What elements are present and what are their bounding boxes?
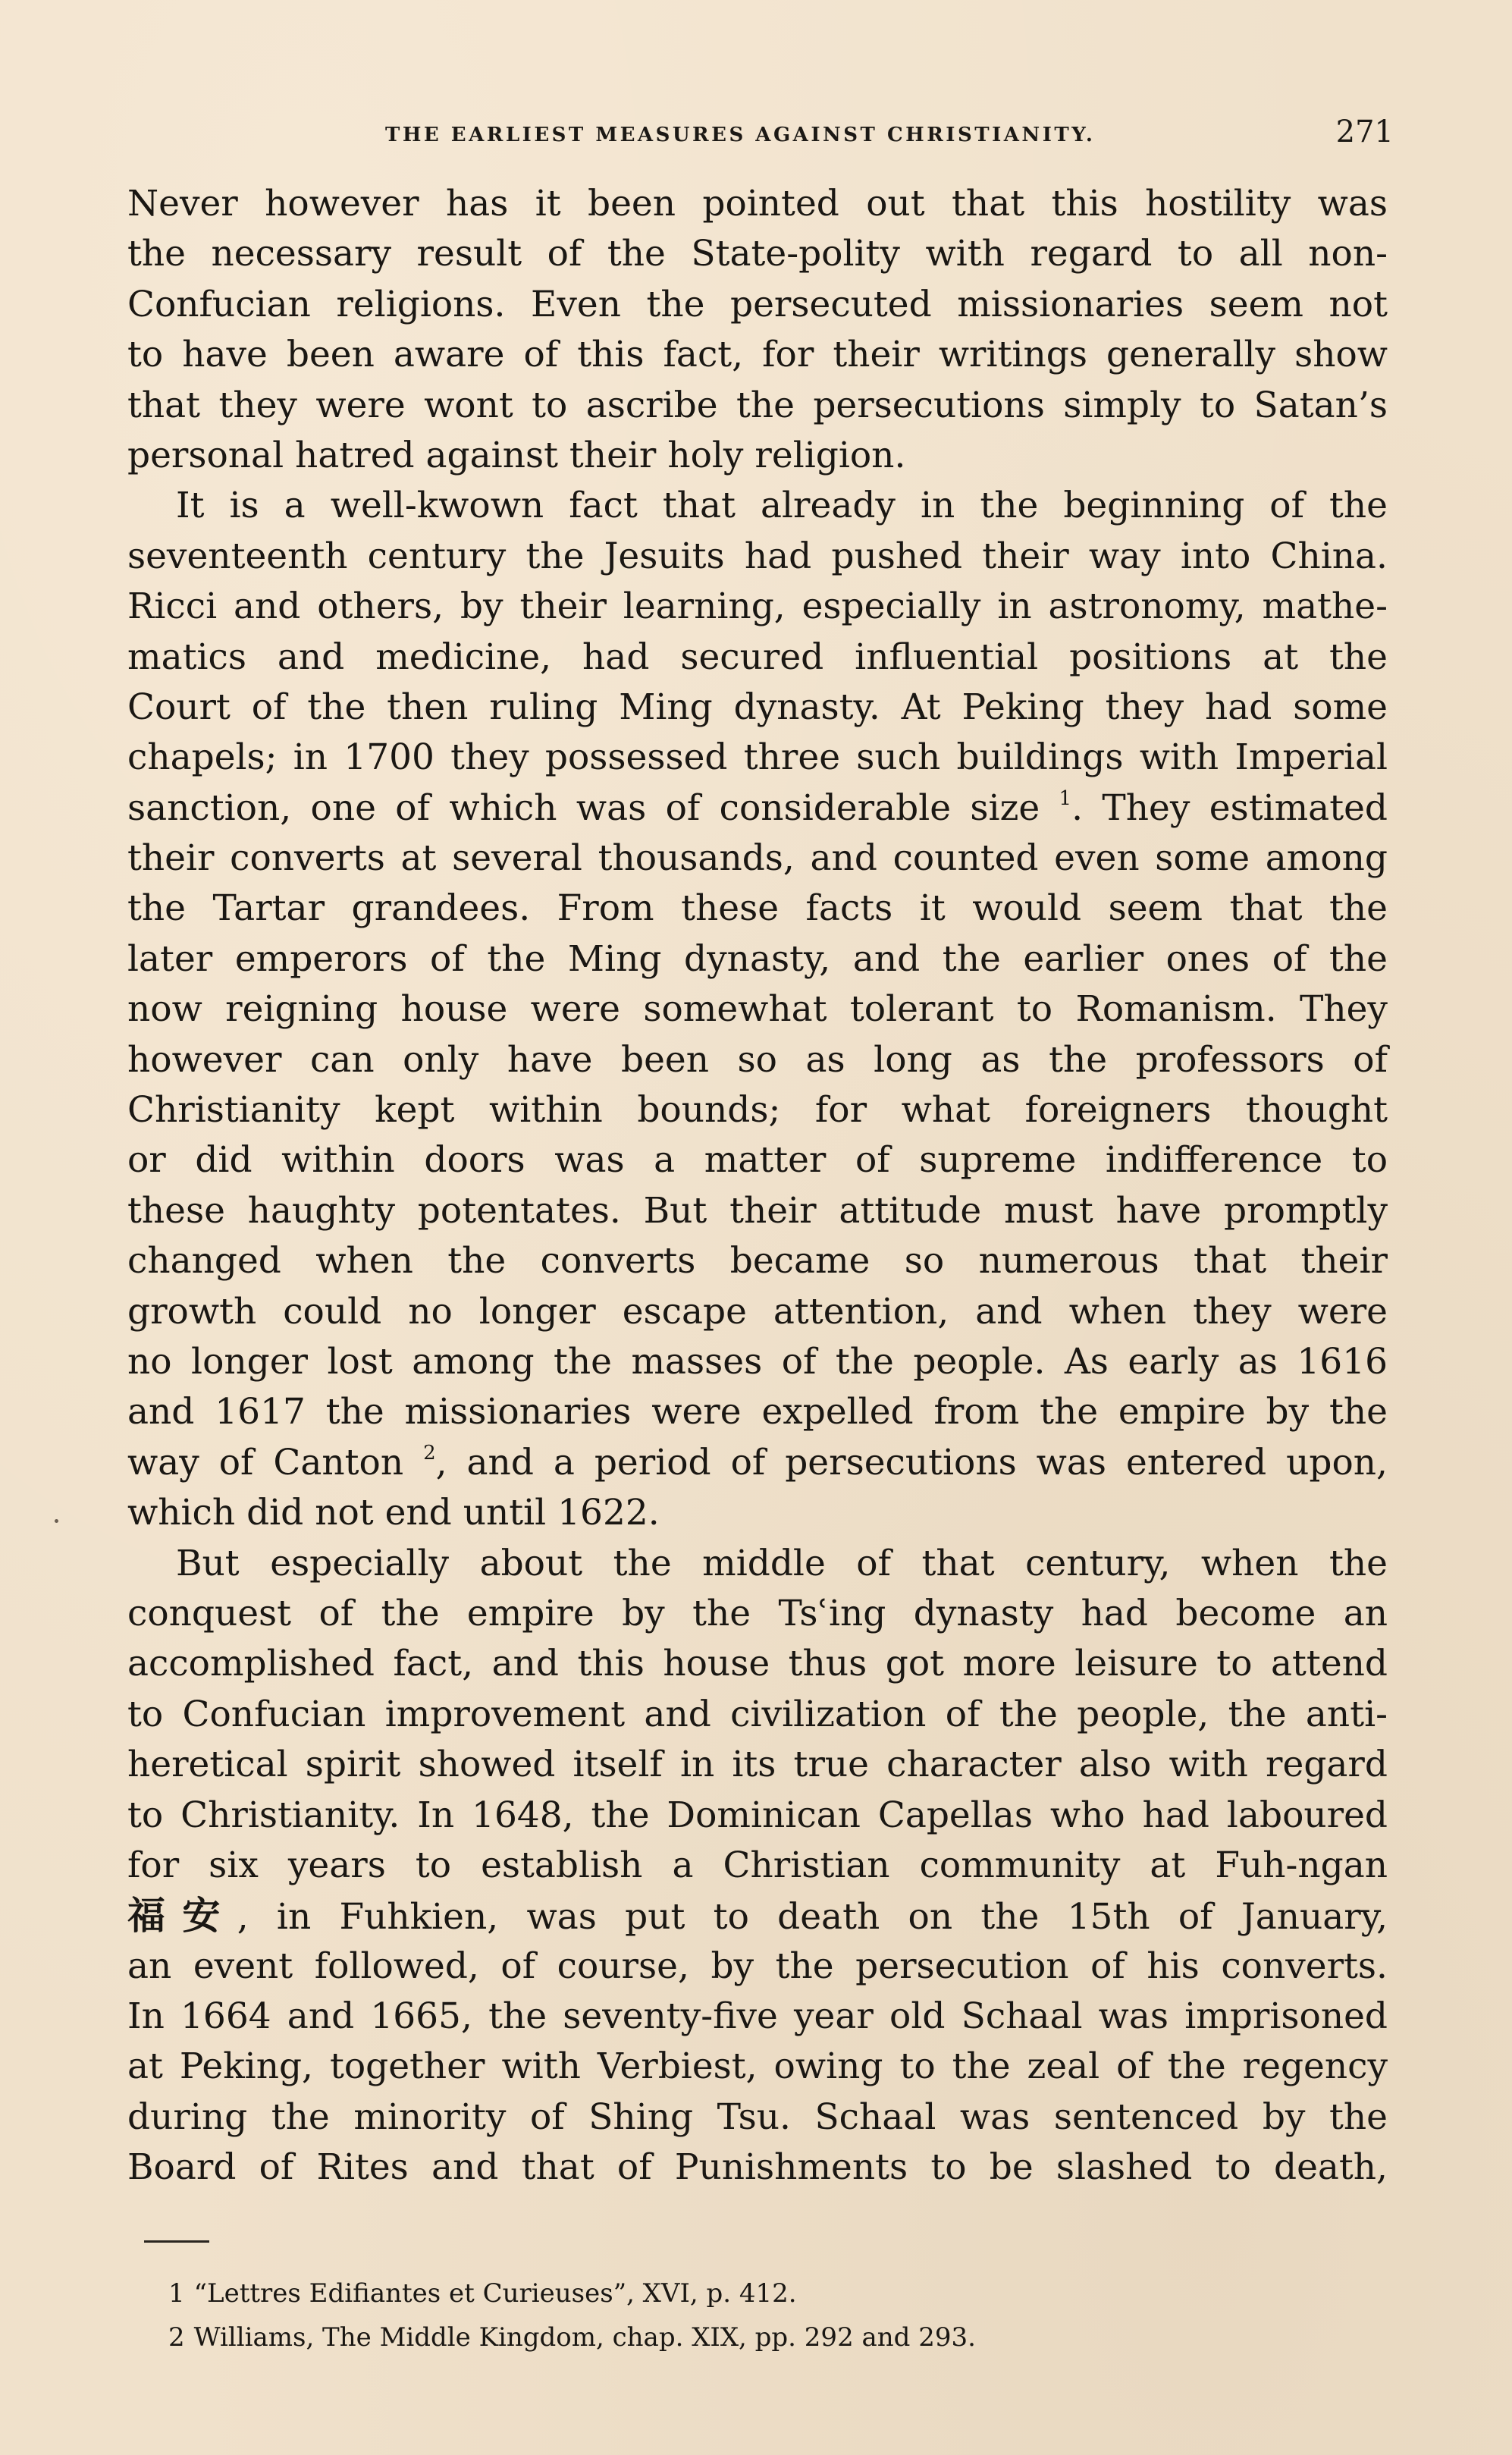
text-line: conquest of the empire by the Tsʿing dynasty had become an (127, 1592, 1388, 1634)
text-line: But especially about the middle of that century, when the (176, 1542, 1388, 1584)
text-line: growth could no longer escape attention, and when they were (127, 1290, 1388, 1333)
margin-speck (55, 1519, 58, 1523)
text-line: for six years to establish a Christian community at Fuh-ngan (127, 1844, 1388, 1886)
text-line: Board of Rites and that of Punishments to be slashed to death, (127, 2146, 1388, 2189)
footnotes (168, 2271, 1230, 2359)
text-line: the necessary result of the State-polity with regard to all non- (127, 233, 1388, 275)
text-line: which did not end until 1622. (127, 1492, 660, 1534)
text-line: matics and medicine, had secured influential positions at the (127, 636, 1388, 678)
footnote-number: 1 (168, 2278, 185, 2309)
footnote-reference-1[interactable]: 1 (1059, 786, 1072, 810)
text-line: now reigning house were somewhat tolerant to Romanism. They (127, 988, 1388, 1031)
text-line: Court of the then ruling Ming dynasty. At Peking they had some (127, 686, 1388, 728)
text-line: to Confucian improvement and civilization of the people, the anti- (127, 1693, 1388, 1735)
text-line: an event followed, of course, by the persecution of his converts. (127, 1945, 1388, 1987)
footnote-text: Williams, The Middle Kingdom, chap. XIX, pp. 292 and 293. (193, 2322, 976, 2353)
text-line: that they were wont to ascribe the persecutions simply to Satan’s (127, 384, 1388, 426)
body-text (127, 179, 1388, 2193)
text-line: their converts at several thousands, and counted even some among (127, 837, 1388, 880)
running-title: THE EARLIEST MEASURES AGAINST CHRISTIANITY. (385, 124, 1096, 146)
text-line: the Tartar grandees. From these facts it would seem that the (127, 887, 1388, 930)
text-line: Confucian religions. Even the persecuted missionaries seem not (127, 283, 1388, 325)
text-line: and 1617 the missionaries were expelled from the empire by the (127, 1391, 1388, 1433)
footnote-text: “Lettres Edifiantes et Curieuses”, XVI, p. 412. (193, 2278, 797, 2309)
text-line: no longer lost among the masses of the people. As early as 1616 (127, 1340, 1388, 1383)
footnote-number: 2 (168, 2322, 185, 2353)
running-head (127, 115, 1394, 155)
footnote-1 (168, 2271, 1230, 2315)
text-line: seventeenth century the Jesuits had pushed their way into China. (127, 535, 1388, 577)
text-line: Christianity kept within bounds; for what foreigners thought (127, 1089, 1388, 1132)
text-line: to Christianity. In 1648, the Dominican Capellas who had laboured (127, 1794, 1388, 1836)
text-segment: way of Canton (127, 1441, 424, 1483)
text-segment: , and a period of persecutions was entered upon, (435, 1441, 1388, 1483)
chinese-characters: 福安 (127, 1894, 237, 1939)
footnote-divider (144, 2240, 209, 2243)
text-segment: sanction, one of which was of considerable size (127, 786, 1059, 829)
text-line: In 1664 and 1665, the seventy-five year old Schaal was imprisoned (127, 1995, 1388, 2038)
text-line: these haughty potentates. But their attitude must have promptly (127, 1189, 1388, 1232)
text-line: personal hatred against their holy religion. (127, 434, 906, 476)
text-line (127, 1438, 1388, 1488)
text-line (127, 783, 1388, 834)
footnote-reference-2[interactable]: 2 (423, 1441, 436, 1465)
text-segment: , in Fuhkien, was put to death on the 15th of January, (237, 1896, 1388, 1939)
text-line: to have been aware of this fact, for their writings generally show (127, 334, 1388, 376)
text-segment: . They estimated (1071, 786, 1388, 829)
footnote-2 (168, 2315, 1230, 2359)
text-line: It is a well-kwown fact that already in the beginning of the (176, 485, 1388, 527)
text-line: Never however has it been pointed out that this hostility was (127, 183, 1388, 224)
text-line: however can only have been so as long as the professors of (127, 1038, 1388, 1081)
text-line: during the minority of Shing Tsu. Schaal was sentenced by the (127, 2096, 1388, 2138)
text-line: chapels; in 1700 they possessed three such buildings with Imperial (127, 736, 1388, 779)
text-line: heretical spirit showed itself in its true character also with regard (127, 1744, 1388, 1786)
text-line: Ricci and others, by their learning, especially in astronomy, mathe- (127, 585, 1388, 628)
text-line (127, 1891, 1388, 1941)
page-number: 271 (1335, 115, 1394, 149)
text-line: at Peking, together with Verbiest, owing to the zeal of the regency (127, 2045, 1388, 2088)
text-line: accomplished fact, and this house thus got more leisure to attend (127, 1643, 1388, 1685)
text-line: or did within doors was a matter of supreme indifference to (127, 1139, 1388, 1182)
text-line: later emperors of the Ming dynasty, and the earlier ones of the (127, 937, 1388, 980)
text-line: changed when the converts became so numerous that their (127, 1240, 1388, 1282)
